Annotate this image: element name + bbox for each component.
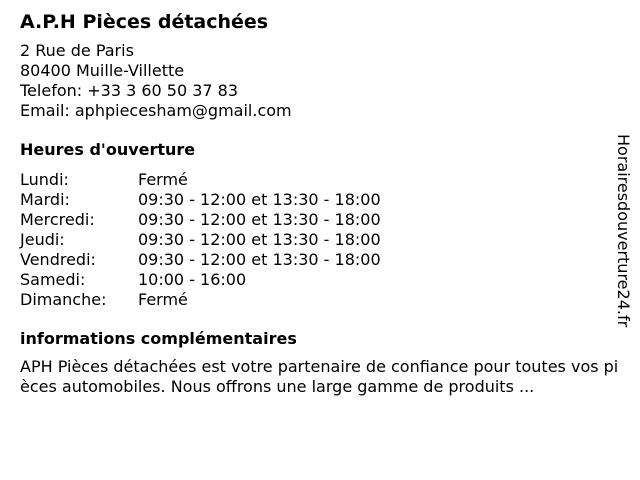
day-label: Samedi: (20, 270, 86, 289)
opening-hours-table (20, 170, 620, 310)
address-street: 2 Rue de Paris (20, 41, 134, 60)
hours-row-monday (20, 170, 620, 190)
hours-row-saturday (20, 270, 620, 290)
hours-row-thursday (20, 230, 620, 250)
day-label: Mardi: (20, 190, 70, 209)
opening-hours-title: Heures d'ouverture (20, 140, 196, 159)
hours-row-tuesday (20, 190, 620, 210)
hours-row-sunday (20, 290, 620, 310)
site-brand-vertical: Horairesdouverture24.fr (614, 134, 633, 328)
day-label: Jeudi: (20, 230, 65, 249)
hours-row-friday (20, 250, 620, 270)
business-name: A.P.H Pièces détachées (20, 11, 269, 33)
hours-value: 09:30 - 12:00 et 13:30 - 18:00 (138, 210, 381, 229)
hours-value: Fermé (138, 290, 188, 309)
day-label: Lundi: (20, 170, 69, 189)
address-city: 80400 Muille-Villette (20, 61, 185, 80)
day-label: Vendredi: (20, 250, 96, 269)
phone-line: Telefon: +33 3 60 50 37 83 (20, 81, 239, 100)
additional-info-title: informations complémentaires (20, 329, 297, 348)
hours-value: 09:30 - 12:00 et 13:30 - 18:00 (138, 190, 381, 209)
day-label: Mercredi: (20, 210, 95, 229)
day-label: Dimanche: (20, 290, 107, 309)
business-info (20, 9, 620, 397)
hours-value: 09:30 - 12:00 et 13:30 - 18:00 (138, 250, 381, 269)
hours-row-wednesday (20, 210, 620, 230)
email-line: Email: aphpiecesham@gmail.com (20, 101, 292, 120)
additional-info-description: APH Pièces détachées est votre partenaire de confiance pour toutes vos pièces automobiles. Nous offrons une large gamme de produits ... (20, 357, 619, 396)
hours-value: 10:00 - 16:00 (138, 270, 247, 289)
hours-value: 09:30 - 12:00 et 13:30 - 18:00 (138, 230, 381, 249)
hours-value: Fermé (138, 170, 188, 189)
